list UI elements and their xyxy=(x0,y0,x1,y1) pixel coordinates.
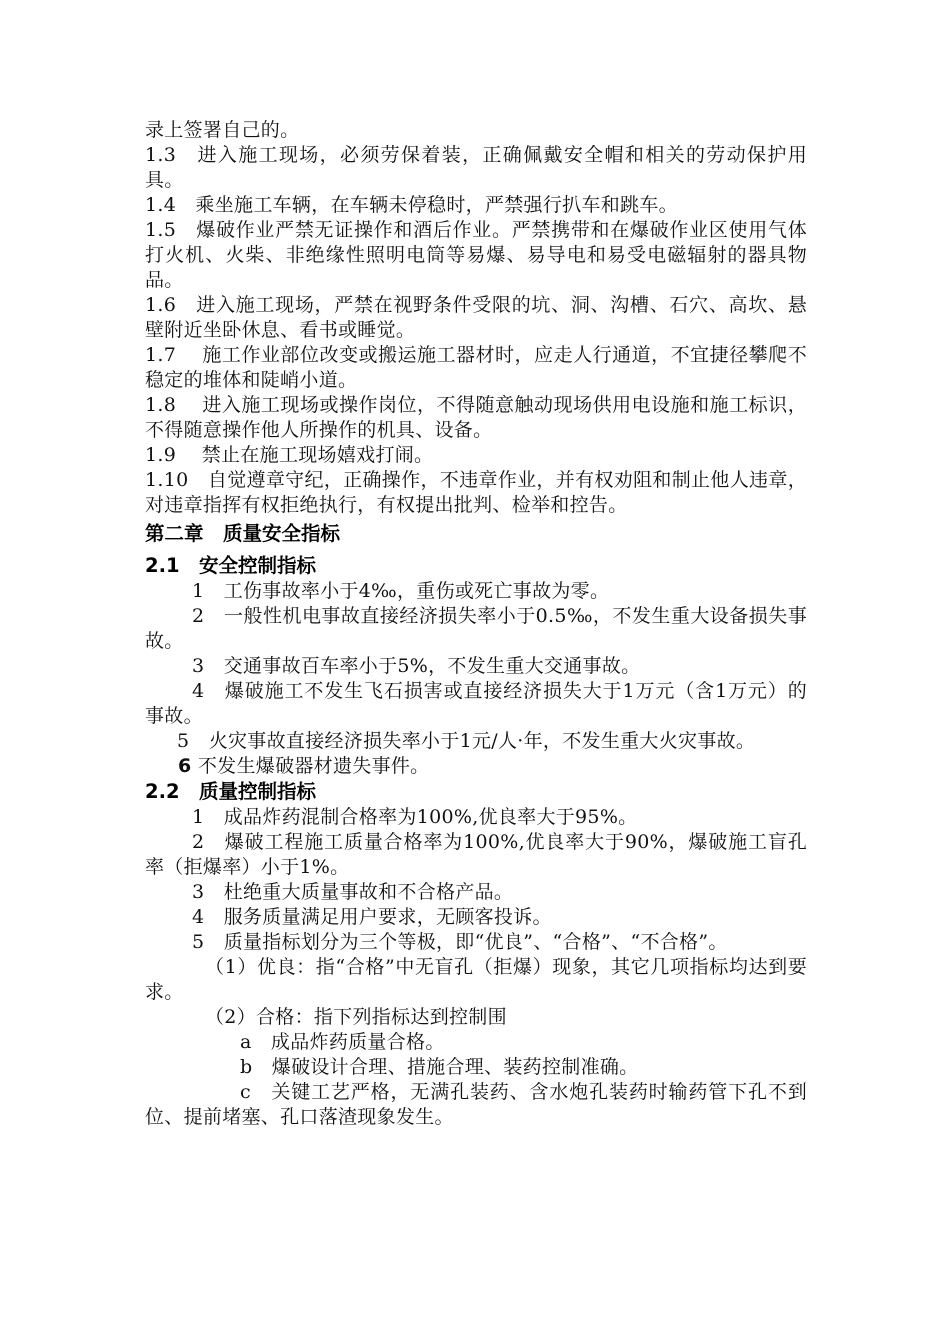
grade-qualified: （2）合格：指下列指标达到控制围 xyxy=(205,1006,507,1028)
safety-item-5: 5 火灾事故直接经济损失率小于1元/人·年，不发生重大火灾事故。 xyxy=(177,730,756,752)
safety-item-4: 4 爆破施工不发生飞石损害或直接经济损失大于1万元（含1万元）的事故。 xyxy=(145,680,807,727)
chapter-heading: 第二章 质量安全指标 xyxy=(145,522,341,545)
rule-1-10: 1.10 自觉遵章守纪，正确操作，不违章作业，并有权劝阻和制止他人违章，对违章指挥有权拒绝执行，有权提出批判、检举和控告。 xyxy=(145,469,807,516)
paragraph-continued: 录上签署自己的。 xyxy=(145,119,300,141)
criterion-c: c 关键工艺严格，无满孔装药、含水炮孔装药时输药管下孔不到位、提前堵塞、孔口落渣现象发生。 xyxy=(145,1081,807,1128)
quality-item-1: 1 成品炸药混制合格率为100%,优良率大于95%。 xyxy=(192,806,638,828)
safety-item-6 xyxy=(145,754,807,779)
grade-excellent: （1）优良：指“合格”中无盲孔（拒爆）现象，其它几项指标均达到要求。 xyxy=(145,956,807,1003)
rule-1-5: 1.5 爆破作业严禁无证操作和酒后作业。严禁携带和在爆破作业区使用气体打火机、火柴、非绝缘性照明电筒等易爆、易导电和易受电磁辐射的器具物品。 xyxy=(145,219,807,291)
criterion-a: a 成品炸药质量合格。 xyxy=(240,1031,445,1053)
document-page xyxy=(145,118,807,1130)
rule-1-6: 1.6 进入施工现场，严禁在视野条件受限的坑、洞、沟槽、石穴、高坎、悬壁附近坐卧休息、看书或睡觉。 xyxy=(145,294,807,341)
safety-item-1: 1 工伤事故率小于4‰，重伤或死亡事故为零。 xyxy=(192,580,610,602)
quality-item-4: 4 服务质量满足用户要求，无顾客投诉。 xyxy=(192,906,552,928)
safety-item-2: 2 一般性机电事故直接经济损失率小于0.5‰，不发生重大设备损失事故。 xyxy=(145,605,807,652)
quality-item-2: 2 爆破工程施工质量合格率为100%,优良率大于90%，爆破施工盲孔率（拒爆率）小于1%。 xyxy=(145,831,807,878)
safety-item-6-text: 不发生爆破器材遗失事件。 xyxy=(191,755,430,777)
rule-1-9: 1.9 禁止在施工现场嬉戏打闹。 xyxy=(145,444,434,466)
quality-item-5: 5 质量指标划分为三个等极，即“优良”、“合格”、“不合格”。 xyxy=(192,931,728,953)
rule-1-3: 1.3 进入施工现场，必须劳保着装，正确佩戴安全帽和相关的劳动保护用具。 xyxy=(145,144,807,191)
section-heading-2-2: 2.2 质量控制指标 xyxy=(145,780,317,803)
rule-1-8: 1.8 进入施工现场或操作岗位，不得随意触动现场供用电设施和施工标识，不得随意操作他人所操作的机具、设备。 xyxy=(145,394,807,441)
quality-item-3: 3 杜绝重大质量事故和不合格产品。 xyxy=(192,881,514,903)
rule-1-4: 1.4 乘坐施工车辆，在车辆未停稳时，严禁强行扒车和跳车。 xyxy=(145,194,678,216)
criterion-b: b 爆破设计合理、措施合理、装药控制准确。 xyxy=(240,1056,639,1078)
rule-1-7: 1.7 施工作业部位改变或搬运施工器材时，应走人行通道，不宜捷径攀爬不稳定的堆体和陡峭小道。 xyxy=(145,344,807,391)
safety-item-6-number: 6 xyxy=(178,755,192,777)
safety-item-3: 3 交通事故百车率小于5%，不发生重大交通事故。 xyxy=(192,655,641,677)
section-heading-2-1: 2.1 安全控制指标 xyxy=(145,554,317,577)
